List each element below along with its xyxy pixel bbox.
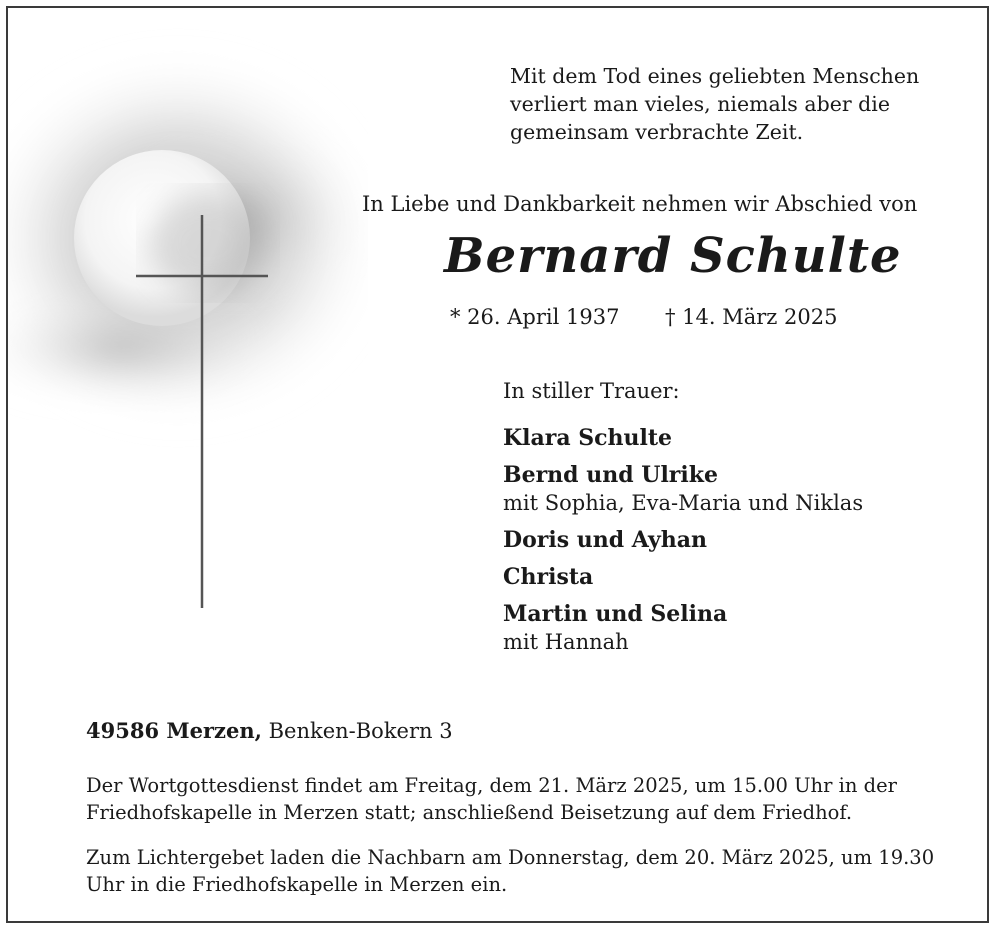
family-entry xyxy=(503,600,983,656)
family-name: Martin und Selina xyxy=(503,601,728,627)
motto-line: Mit dem Tod eines geliebten Menschen xyxy=(510,64,920,88)
family-name: Klara Schulte xyxy=(503,425,673,451)
address xyxy=(86,718,453,743)
motto-line: verliert man vieles, niemals aber die xyxy=(510,92,890,116)
family-children: mit Hannah xyxy=(503,630,629,654)
family-children: mit Sophia, Eva-Maria und Niklas xyxy=(503,491,864,515)
family-entry xyxy=(503,461,983,517)
intro-text: In Liebe und Dankbarkeit nehmen wir Abschied von xyxy=(362,192,918,216)
family-name: Christa xyxy=(503,564,594,590)
mourning-label: In stiller Trauer: xyxy=(503,379,680,403)
motto-line: gemeinsam verbrachte Zeit. xyxy=(510,120,804,144)
cross-with-moon-icon xyxy=(8,8,368,648)
family-entry xyxy=(503,526,983,554)
address-street: Benken-Bokern 3 xyxy=(268,719,453,743)
family-entry xyxy=(503,563,983,591)
family-list xyxy=(503,424,983,665)
service-notice: Der Wortgottesdienst findet am Freitag, dem 21. März 2025, um 15.00 Uhr in der Friedhofskapelle in Merzen statt; anschließend Beisetzung auf dem Friedhof. xyxy=(86,774,897,824)
deceased-name: Bernard Schulte xyxy=(444,228,902,284)
family-name: Bernd und Ulrike xyxy=(503,462,718,488)
address-city: 49586 Merzen, xyxy=(86,718,262,743)
family-entry xyxy=(503,424,983,452)
prayer-notice: Zum Lichtergebet laden die Nachbarn am Donnerstag, dem 20. März 2025, um 19.30 Uhr in die Friedhofskapelle in Merzen ein. xyxy=(86,846,935,896)
birth-date: * 26. April 1937 xyxy=(450,305,620,329)
motto-quote xyxy=(510,62,970,146)
family-name: Doris und Ayhan xyxy=(503,527,707,553)
death-date: † 14. März 2025 xyxy=(665,305,838,329)
